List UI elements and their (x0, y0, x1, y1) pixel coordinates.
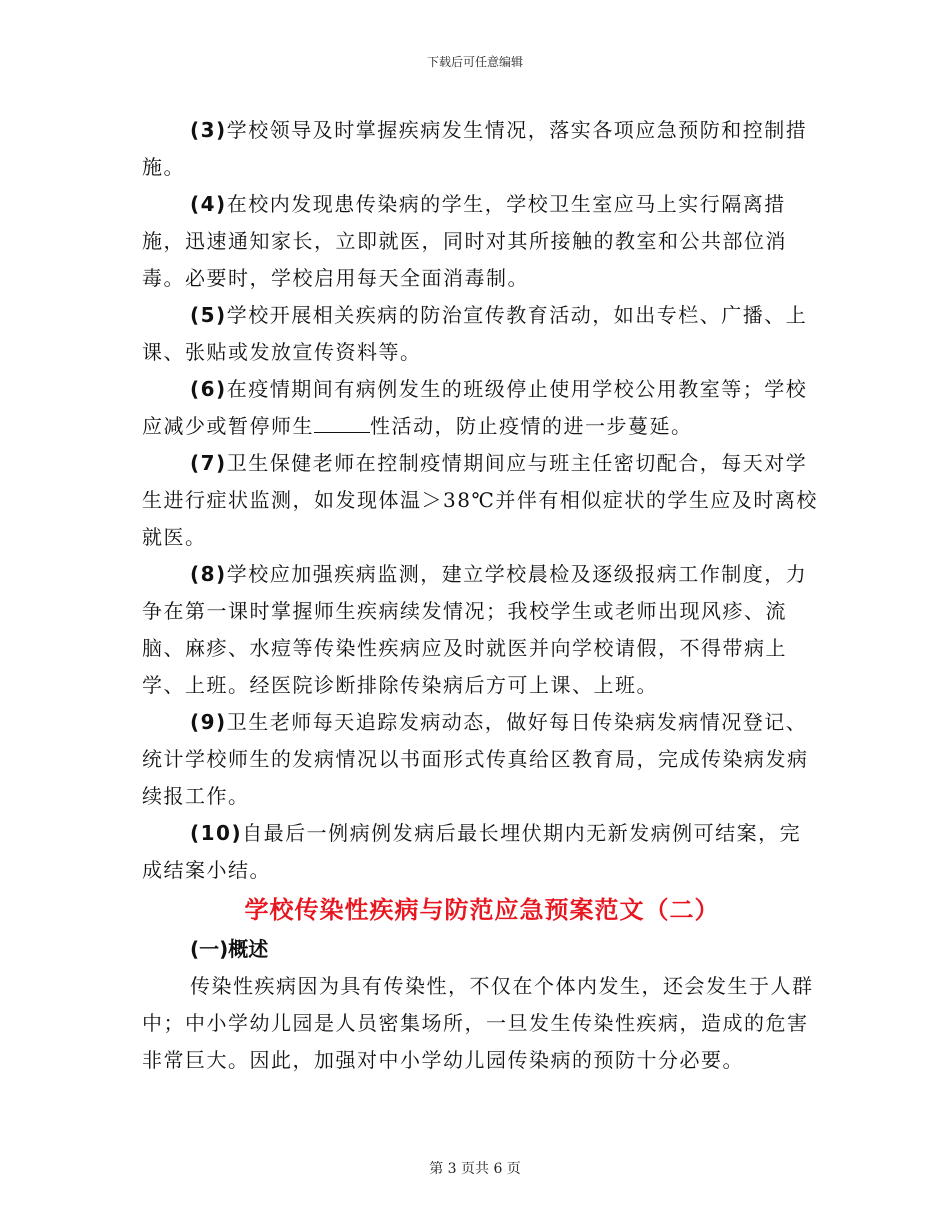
section-title: 学校传染性疾病与防范应急预案范文（二） (244, 895, 720, 924)
item-number: (10) (190, 821, 243, 845)
item-text: 自最后一例病例发病后最长埋伏期内无新发病例可结案，完成结案小结。 (142, 821, 802, 882)
list-item-7 (142, 445, 822, 556)
fill-in-blank (314, 414, 370, 433)
page-header-note: 下载后可任意编辑 (426, 55, 523, 69)
section-subheading: (一)概述 (190, 937, 269, 961)
item-text: 学校领导及时掌握疾病发生情况，落实各项应急预防和控制措施。 (142, 118, 808, 179)
item-text: 卫生保健老师在控制疫情期间应与班主任密切配合，每天对学生进行症状监测，如发现体温＞38℃并伴有相似症状的学生应及时离校就医。 (142, 451, 818, 549)
item-number: (6) (190, 377, 227, 401)
item-text: 学校应加强疾病监测，建立学校晨检及逐级报病工作制度，力争在第一课时掌握师生疾病续发情况；我校学生或老师出现风疹、流脑、麻疹、水痘等传染性疾病应及时就医并向学校请假，不得带病上学、上班。经医院诊断排除传染病后方可上课、上班。 (142, 562, 808, 697)
document-body (142, 112, 822, 1079)
list-item-3 (142, 112, 822, 186)
item-number: (5) (190, 303, 227, 327)
list-item-10 (142, 815, 822, 889)
overview-paragraph: 传染性疾病因为具有传染性，不仅在个体内发生，还会发生于人群中；中小学幼儿园是人员密集场所，一旦发生传染性疾病，造成的危害非常巨大。因此，加强对中小学幼儿园传染病的预防十分必要。 (142, 974, 814, 1072)
list-item-5 (142, 297, 822, 371)
item-text-after-blank: 性活动，防止疫情的进一步蔓延。 (370, 414, 693, 438)
list-item-8 (142, 556, 822, 704)
item-number: (3) (190, 118, 227, 142)
page-number-footer: 第 3 页共 6 页 (429, 1161, 521, 1177)
item-text: 学校开展相关疾病的防治宣传教育活动，如出专栏、广播、上课、张贴或发放宣传资料等。 (142, 303, 808, 364)
item-text: 在校内发现患传染病的学生，学校卫生室应马上实行隔离措施，迅速通知家长，立即就医，同时对其所接触的教室和公共部位消毒。必要时，学校启用每天全面消毒制。 (142, 192, 787, 290)
item-number: (8) (190, 562, 227, 586)
item-number: (7) (190, 451, 227, 475)
list-item-6 (142, 371, 822, 445)
item-text: 卫生老师每天追踪发病动态，做好每日传染病发病情况登记、统计学校师生的发病情况以书面形式传真给区教育局，完成传染病发病续报工作。 (142, 710, 809, 808)
list-item-4 (142, 186, 822, 297)
list-item-9 (142, 704, 822, 815)
item-number: (4) (190, 192, 227, 216)
item-text-before-blank: 在疫情期间有病例发生的班级停止使用学校公用教室等；学校应减少或暂停师生 (142, 377, 808, 438)
item-number: (9) (190, 710, 227, 734)
